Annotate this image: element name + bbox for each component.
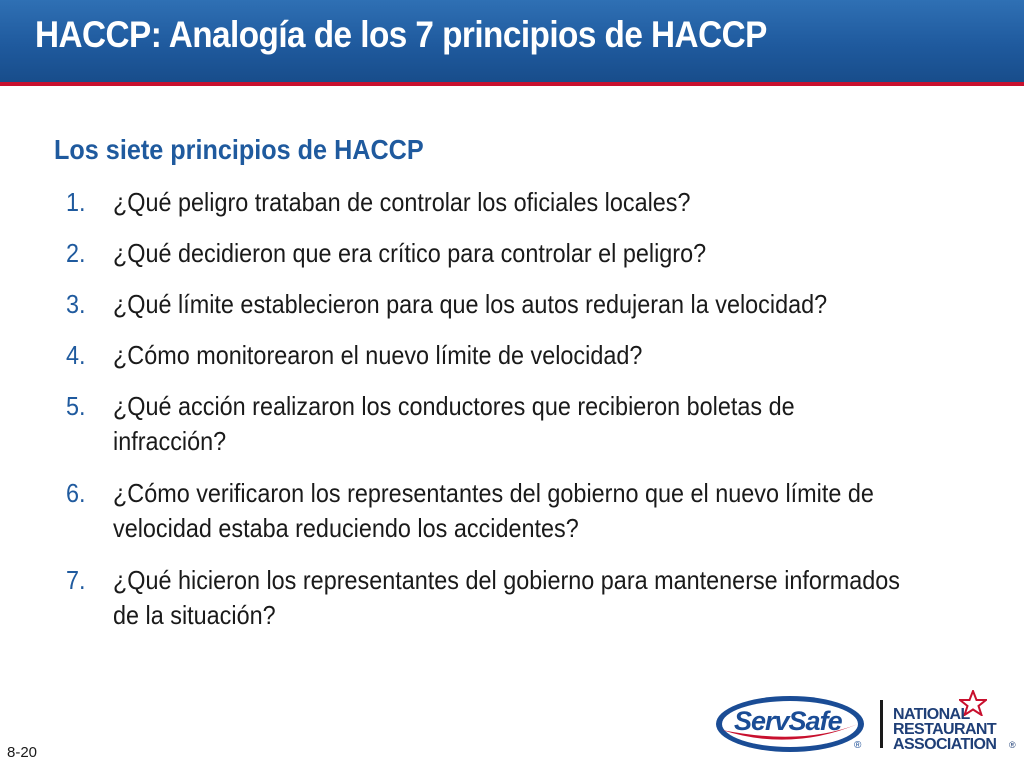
servsafe-registered-mark: ® — [854, 740, 862, 751]
item-number: 5. — [66, 391, 86, 421]
servsafe-wordmark: ServSafe — [734, 706, 842, 736]
item-number: 3. — [66, 289, 86, 319]
nra-wordmark-line: NATIONAL — [893, 706, 970, 723]
item-text: ¿Qué decidieron que era crítico para controlar el peligro? — [113, 238, 707, 268]
item-number: 1. — [66, 187, 86, 217]
item-text: ¿Cómo monitorearon el nuevo límite de velocidad? — [113, 340, 643, 370]
nra-logo — [893, 690, 1019, 756]
item-number: 4. — [66, 340, 86, 370]
item-number: 6. — [66, 478, 86, 508]
nra-wordmark-line: RESTAURANT — [893, 721, 997, 738]
item-text: ¿Qué hicieron los representantes del gobierno para mantenerse informados de la situación? — [113, 565, 900, 630]
logo-divider — [880, 700, 883, 748]
item-text: ¿Cómo verificaron los representantes del gobierno que el nuevo límite de velocidad estaba reduciendo los accidentes? — [113, 478, 874, 543]
nra-registered-mark: ® — [1009, 740, 1016, 750]
slide-title: HACCP: Analogía de los 7 principios de HACCP — [35, 14, 767, 55]
item-number: 7. — [66, 565, 86, 595]
item-text: ¿Qué acción realizaron los conductores que recibieron boletas de infracción? — [113, 391, 795, 456]
slide-number: 8-20 — [7, 744, 38, 761]
item-text: ¿Qué límite establecieron para que los autos redujeran la velocidad? — [113, 289, 828, 319]
servsafe-logo — [712, 690, 872, 758]
item-text: ¿Qué peligro trataban de controlar los oficiales locales? — [113, 187, 691, 217]
item-number: 2. — [66, 238, 86, 268]
nra-wordmark-line: ASSOCIATION — [893, 736, 997, 753]
section-heading: Los siete principios de HACCP — [54, 134, 424, 165]
